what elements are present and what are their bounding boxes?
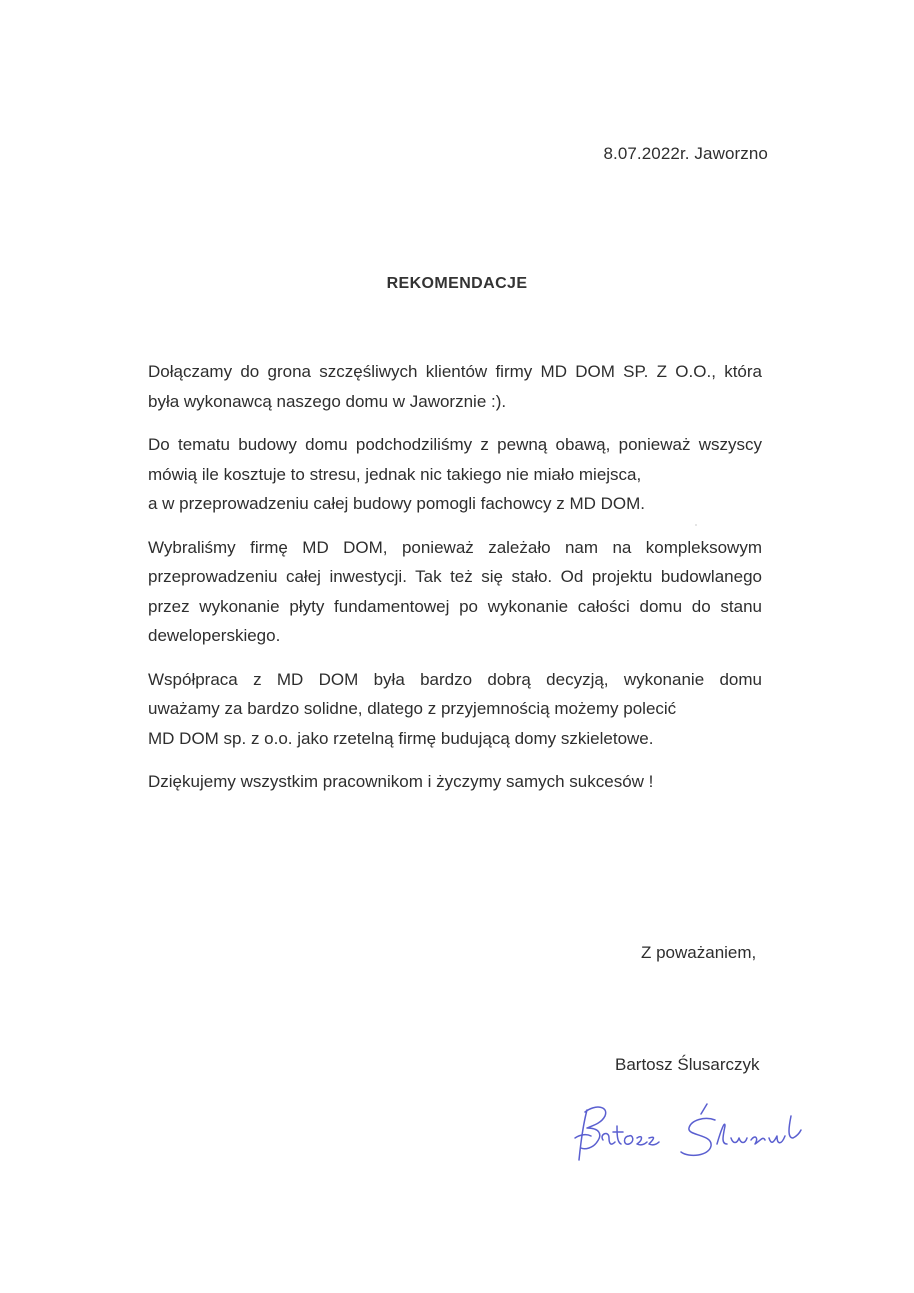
- paragraph-line: Do tematu budowy domu podchodziliśmy z pewną obawą, ponieważ wszyscy: [148, 435, 762, 454]
- paragraph-line: przeprowadzeniu całej inwestycji. Tak też się stało. Od projektu budowlanego: [148, 567, 762, 586]
- signature-stroke: [575, 1135, 591, 1138]
- date-place: 8.07.2022r. Jaworzno: [603, 144, 768, 163]
- signature-stroke: [717, 1116, 801, 1144]
- paragraph-line: a w przeprowadzeniu całej budowy pomogli fachowcy z MD DOM.: [148, 494, 645, 513]
- signer-name: Bartosz Ślusarczyk: [615, 1055, 760, 1074]
- paragraph-1: [148, 357, 762, 416]
- paragraph-line: Dołączamy do grona szczęśliwych klientów firmy MD DOM SP. Z O.O., która: [148, 362, 762, 381]
- paragraph-line: przez wykonanie płyty fundamentowej po wykonanie całości domu do stanu: [148, 596, 762, 616]
- scan-speck: [695, 524, 697, 526]
- paragraph-line: mówią ile kosztuje to stresu, jednak nic takiego nie miało miejsca,: [148, 464, 642, 484]
- paragraph-line: uważamy za bardzo solidne, dlatego z przyjemnością możemy polecić: [148, 699, 677, 718]
- paragraph-3: [148, 533, 762, 651]
- paragraph-5: [148, 767, 762, 797]
- paragraph-line: Dziękujemy wszystkim pracownikom i życzymy samych sukcesów !: [148, 772, 654, 791]
- letter-body: [148, 357, 762, 811]
- paragraph-line: deweloperskiego.: [148, 626, 281, 645]
- paragraph-2: [148, 430, 762, 519]
- paragraph-line: MD DOM sp. z o.o. jako rzetelną firmę budującą domy szkieletowe.: [148, 728, 654, 748]
- closing-salutation: Z poważaniem,: [641, 943, 757, 962]
- paragraph-line: była wykonawcą naszego domu w Jaworznie :).: [148, 391, 507, 411]
- signature-stroke: [681, 1104, 715, 1155]
- paragraph-line: Współpraca z MD DOM była bardzo dobrą decyzją, wykonanie domu: [148, 669, 762, 689]
- letter-title: REKOMENDACJE: [386, 275, 528, 292]
- signature-stroke: [602, 1126, 659, 1145]
- signature-stroke: [579, 1107, 606, 1160]
- paragraph-4: [148, 665, 762, 754]
- handwritten-signature: [565, 1090, 815, 1165]
- paragraph-line: Wybraliśmy firmę MD DOM, ponieważ zależało nam na kompleksowym: [148, 537, 762, 557]
